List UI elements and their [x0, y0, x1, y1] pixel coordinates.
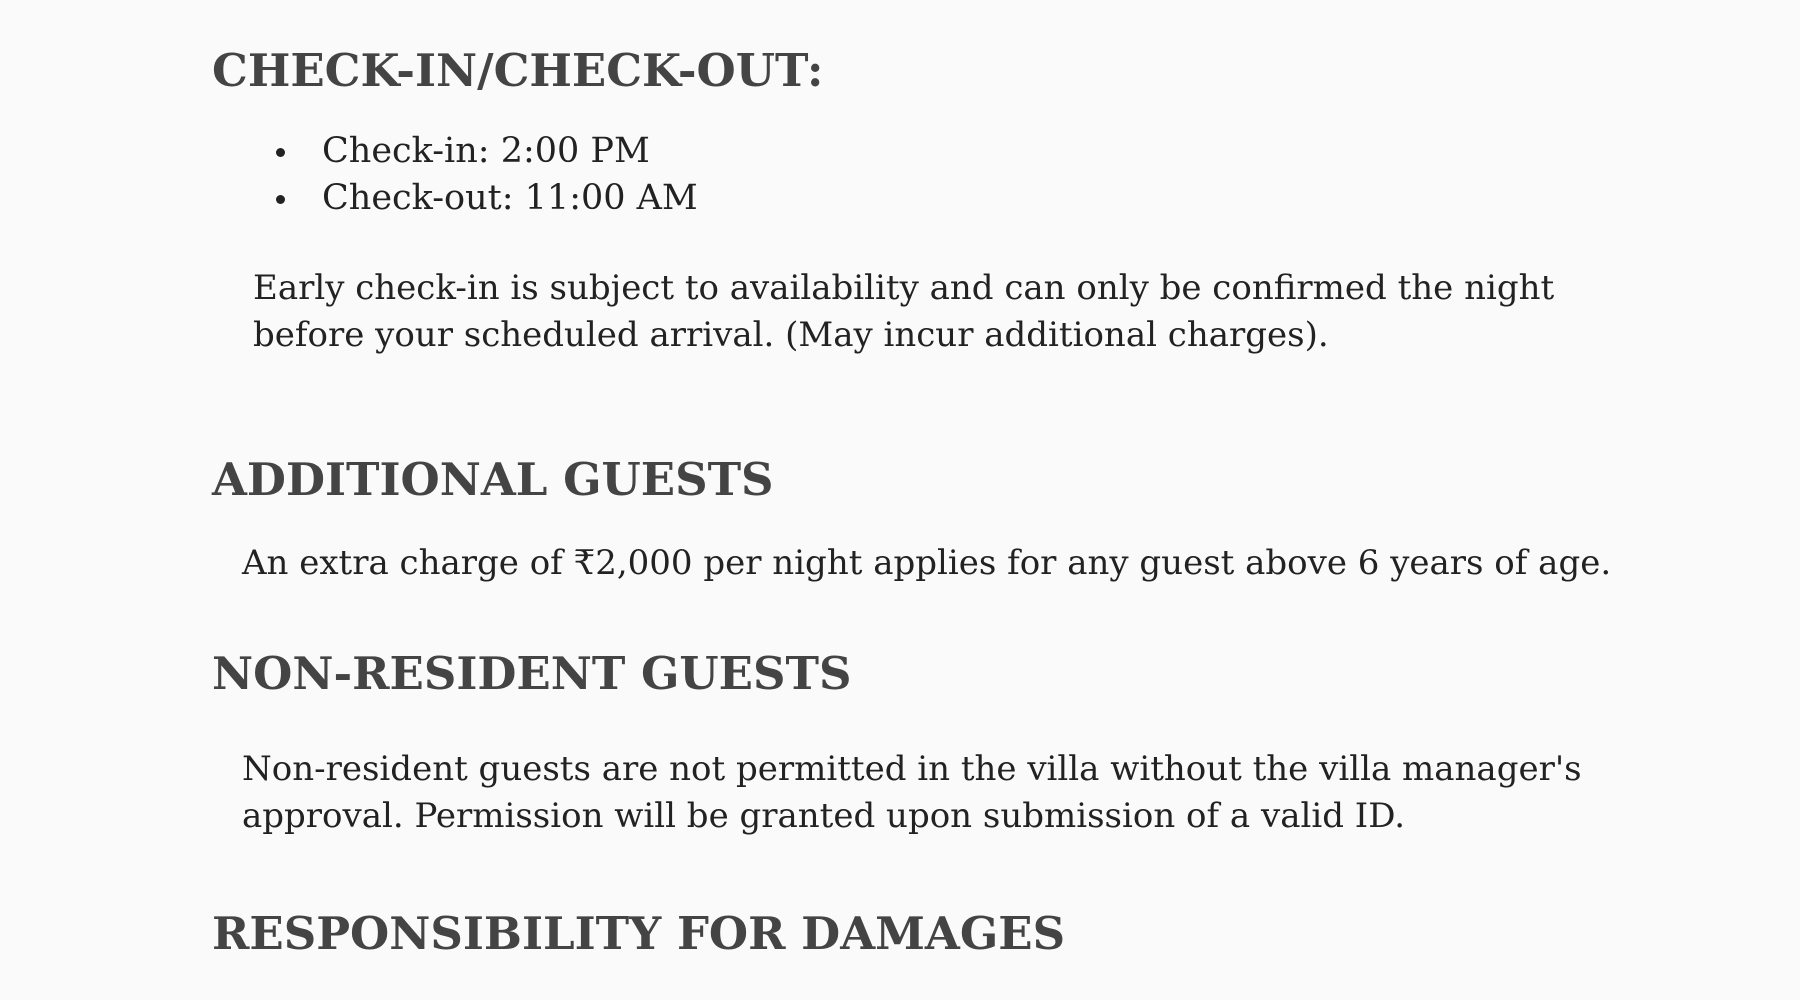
early-checkin-note [253, 265, 1554, 359]
non-resident-guests-heading: NON-RESIDENT GUESTS [212, 647, 852, 700]
checkin-times-list [276, 128, 698, 222]
bullet-icon [276, 195, 285, 204]
list-item [276, 175, 698, 222]
early-checkin-note-line-2: before your scheduled arrival. (May incur additional charges). [253, 315, 1329, 355]
additional-guests-text-line: An extra charge of ₹2,000 per night applies for any guest above 6 years of age. [242, 543, 1612, 583]
non-resident-text-line-2: approval. Permission will be granted upon submission of a valid ID. [242, 796, 1406, 836]
additional-guests-heading: ADDITIONAL GUESTS [212, 453, 774, 506]
checkin-checkout-heading: CHECK-IN/CHECK-OUT: [212, 44, 824, 97]
damages-heading: RESPONSIBILITY FOR DAMAGES [212, 907, 1066, 960]
checkout-time: Check-out: 11:00 AM [322, 178, 698, 218]
non-resident-text-line-1: Non-resident guests are not permitted in the villa without the villa manager's [242, 749, 1582, 789]
bullet-icon [276, 148, 285, 157]
checkin-time: Check-in: 2:00 PM [322, 131, 650, 171]
list-item [276, 128, 698, 175]
non-resident-guests-text [242, 746, 1582, 840]
early-checkin-note-line-1: Early check-in is subject to availability and can only be confirmed the night [253, 268, 1555, 308]
additional-guests-text [242, 540, 1611, 587]
